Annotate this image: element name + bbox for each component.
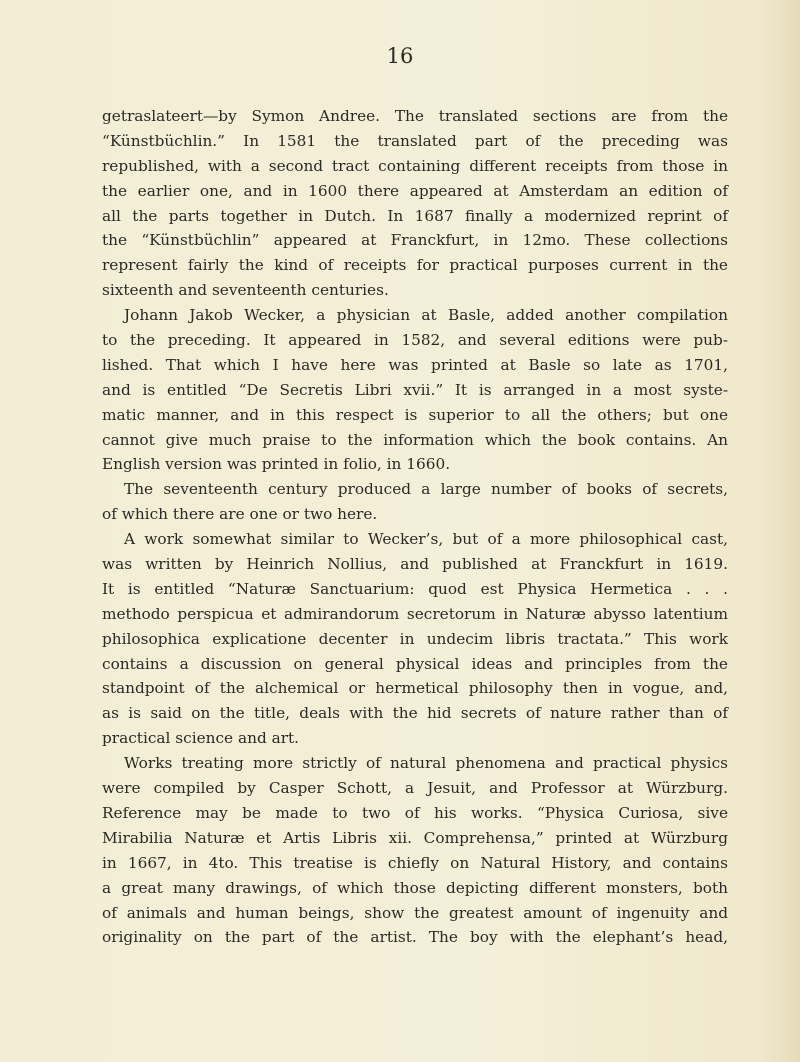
text-line: of animals and human beings, show the greatest amount of ingenuity and [102, 903, 728, 922]
text-line: getraslateert—by Symon Andree. The translated sections are from the [102, 107, 728, 125]
page-number: 16 [386, 44, 414, 68]
text-line: English version was printed in folio, in 1660. [102, 455, 451, 474]
text-line: the “Künstbüchlin” appeared at Franckfurt, in 12mo. These collections [102, 231, 728, 250]
text-line: a great many drawings, of which those depicting different monsters, both [102, 878, 728, 897]
body-text [102, 104, 728, 950]
text-line: represent fairly the kind of receipts for practical purposes current in the [102, 256, 728, 275]
text-line: It is entitled “Naturæ Sanctuarium: quod est Physica Hermetica . . . [102, 579, 728, 598]
text-line: was written by Heinrich Nollius, and published at Franckfurt in 1619. [102, 555, 728, 574]
text-line: methodo perspicua et admirandorum secretorum in Naturæ abysso latentium [102, 604, 728, 623]
text-line: cannot give much praise to the information which the book contains. An [102, 430, 728, 449]
text-line: contains a discussion on general physical ideas and principles from the [102, 654, 728, 673]
text-line: “Künstbüchlin.” In 1581 the translated part of the preceding was [102, 131, 728, 150]
text-line: practical science and art. [102, 729, 300, 748]
text-line: Reference may be made to two of his works. “Physica Curiosa, sive [102, 803, 728, 822]
text-line: matic manner, and in this respect is superior to all the others; but one [102, 405, 728, 424]
text-line: Works treating more strictly of natural phenomena and practical physics [124, 754, 728, 773]
text-line: republished, with a second tract containing different receipts from those in [102, 156, 728, 175]
text-line: as is said on the title, deals with the hid secrets of nature rather than of [102, 704, 728, 723]
text-line: the earlier one, and in 1600 there appeared at Amsterdam an edition of [102, 181, 728, 200]
text-line: The seventeenth century produced a large number of books of secrets, [124, 480, 728, 499]
text-line: Mirabilia Naturæ et Artis Libris xii. Comprehensa,” printed at Würzburg [102, 828, 728, 847]
text-line: and is entitled “De Secretis Libri xvii.” It is arranged in a most syste- [102, 380, 728, 399]
text-line: Johann Jakob Wecker, a physician at Basle, added another compilation [124, 306, 728, 325]
text-line: all the parts together in Dutch. In 1687 finally a modernized reprint of [102, 206, 728, 225]
text-line: sixteenth and seventeenth centuries. [102, 281, 389, 300]
text-line: were compiled by Casper Schott, a Jesuit, and Professor at Würzburg. [102, 779, 728, 798]
text-line: in 1667, in 4to. This treatise is chiefly on Natural History, and contains [102, 853, 728, 872]
text-line: of which there are one or two here. [102, 505, 378, 524]
text-line: standpoint of the alchemical or hermetical philosophy then in vogue, and, [102, 679, 728, 698]
text-line: to the preceding. It appeared in 1582, and several editions were pub- [102, 331, 728, 350]
text-line: originality on the part of the artist. The boy with the elephant’s head, [102, 928, 728, 947]
text-line: lished. That which I have here was printed at Basle so late as 1701, [102, 355, 728, 374]
text-line: philosophica explicatione decenter in undecim libris tractata.” This work [102, 629, 728, 648]
text-line: A work somewhat similar to Wecker’s, but of a more philosophical cast, [124, 530, 728, 549]
